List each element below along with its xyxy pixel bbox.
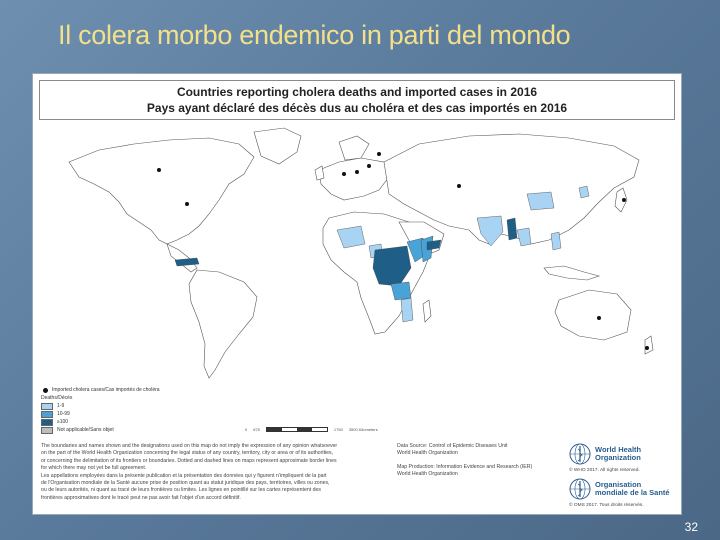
map-source xyxy=(397,443,567,479)
world-map xyxy=(39,122,675,384)
oms-emblem-icon xyxy=(569,478,591,500)
legend-class-row xyxy=(41,426,241,434)
legend-swatch xyxy=(41,403,53,410)
legend-imported-row xyxy=(41,386,241,394)
map-title-french: Pays ayant déclaré des décès dus au choléra et des cas importés en 2016 xyxy=(146,101,568,115)
who-copyright-fr: © OMS 2017. Tous droits réservés. xyxy=(569,503,644,508)
source-line: Map Production: Information Evidence and Research (IER) xyxy=(397,463,533,470)
who-name-line: Organization xyxy=(595,453,641,462)
disclaimer-line: frontières approximatives dont le tracé peut ne pas avoir fait l'objet d'un accord définitif. xyxy=(41,494,241,501)
who-logo-fr xyxy=(569,478,677,500)
disclaimer-line: for which there may not yet be full agreement. xyxy=(41,465,147,472)
imported-case-dot xyxy=(622,198,626,202)
imported-case-dot-icon xyxy=(43,388,48,393)
legend-class-row xyxy=(41,418,241,426)
scale-tick: 0 xyxy=(245,427,248,432)
philippines-reporting xyxy=(551,232,561,250)
imported-case-dot xyxy=(367,164,371,168)
legend-swatch xyxy=(41,411,53,418)
disclaimer-line: de l'Organisation mondiale de la Santé aucune prise de position quant au statut juridique des pays, territoires, villes ou zones, xyxy=(41,480,330,487)
disclaimer-line: or concerning the delimitation of its frontiers or boundaries. Dotted and dashed lines on maps represent approximate border lines xyxy=(41,457,337,464)
mozambique-reporting xyxy=(401,298,413,322)
map-title-box xyxy=(39,80,675,120)
disclaimer-line: The boundaries and names shown and the designations used on this map do not imply the expression of any opinion whatsoever xyxy=(41,443,338,449)
scale-tick: 875 xyxy=(253,427,260,432)
source-line: World Health Organization xyxy=(397,471,458,478)
legend-class-label: 1-9 xyxy=(57,402,65,409)
map-legend xyxy=(41,386,241,434)
legend-deaths-heading: Deaths/Décès xyxy=(41,394,73,401)
who-emblem-icon xyxy=(569,443,591,465)
slide-title: Il colera morbo endemico in parti del mondo xyxy=(58,20,571,50)
imported-case-dot xyxy=(377,152,381,156)
who-logo-en xyxy=(569,443,677,465)
legend-class-row xyxy=(41,410,241,418)
imported-case-dot xyxy=(457,184,461,188)
imported-case-dot xyxy=(355,170,359,174)
source-line: Data Source: Control of Epidemic Diseases Unit xyxy=(397,443,508,449)
who-name-line: World Health xyxy=(595,445,642,454)
slide-number: 32 xyxy=(684,520,698,534)
who-copyright-en: © WHO 2017. All rights reserved. xyxy=(569,468,640,473)
scale-bar xyxy=(245,427,378,432)
scale-bar-graphic xyxy=(266,427,328,432)
legend-swatch xyxy=(41,427,53,434)
source-line: World Health Organization xyxy=(397,450,458,457)
scale-tick: 1750 xyxy=(333,427,343,432)
imported-case-dot xyxy=(185,202,189,206)
disclaimer-line: ou de leurs autorités, ni quant au tracé de leurs frontières ou limites. Les lignes en pointillé sur les cartes représentent des xyxy=(41,487,321,494)
legend-class-label: Not applicable/Sans objet xyxy=(57,426,114,433)
disclaimer-line: Les appellations employées dans la présente publication et la présentation des données qui y figurent n'impliquent de la part xyxy=(41,472,327,479)
who-name-line: Organisation xyxy=(595,480,642,489)
disclaimer-line: on the part of the World Health Organization concerning the legal status of any country, territory, city or area or of its authorities, xyxy=(41,450,334,457)
china-reporting xyxy=(527,192,554,210)
scale-tick: 3500 Kilometers xyxy=(348,427,378,432)
imported-case-dot xyxy=(157,168,161,172)
legend-swatch xyxy=(41,419,53,426)
myanmar-reporting xyxy=(507,218,517,240)
legend-deaths-heading-row xyxy=(41,394,241,402)
legend-class-row xyxy=(41,402,241,410)
korea-reporting xyxy=(579,186,589,198)
legend-class-label: ≥100 xyxy=(57,418,69,425)
cholera-map-figure xyxy=(32,73,682,515)
map-title-english: Countries reporting cholera deaths and imported cases in 2016 xyxy=(176,85,538,99)
imported-case-dot xyxy=(645,346,649,350)
legend-imported-label: Imported cholera cases/Cas importés de choléra xyxy=(52,386,160,393)
who-logo-block xyxy=(569,443,677,513)
imported-case-dot xyxy=(597,316,601,320)
map-disclaimer xyxy=(41,443,393,502)
imported-case-dot xyxy=(342,172,346,176)
legend-class-label: 10-99 xyxy=(57,410,70,417)
who-name-line: mondiale de la Santé xyxy=(595,488,670,497)
